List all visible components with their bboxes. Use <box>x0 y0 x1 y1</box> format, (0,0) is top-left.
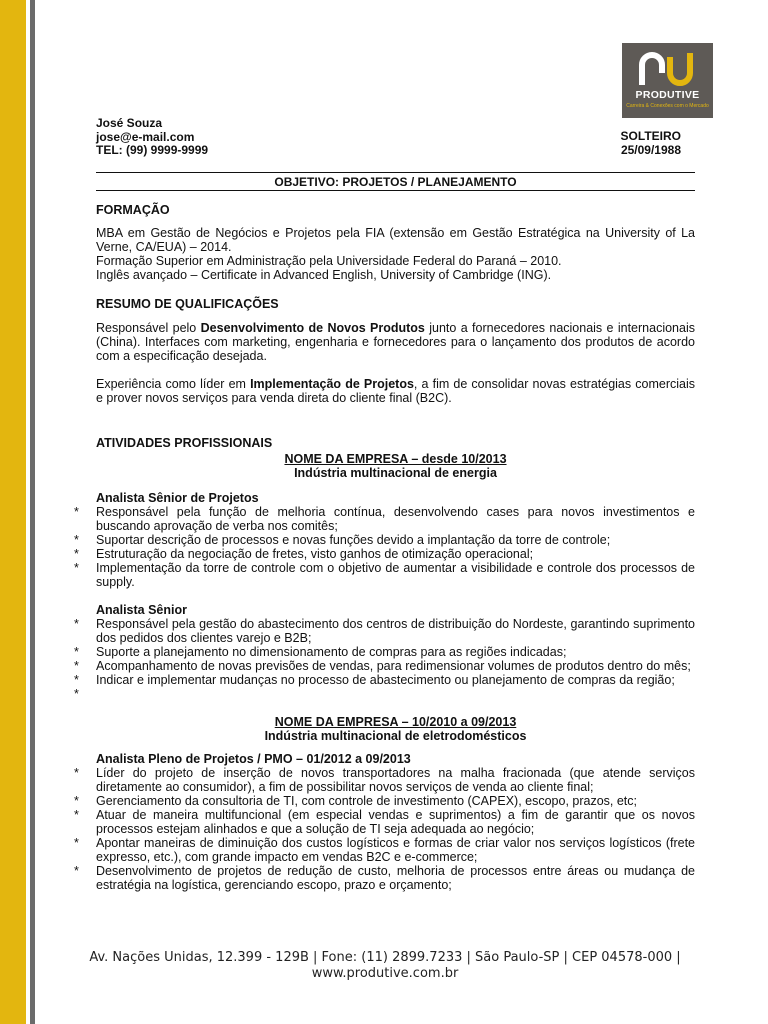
formacao-line: MBA em Gestão de Negócios e Projetos pela FIA (extensão em Gestão Estratégica na University of La Verne, CA/EUA) – 2014. <box>96 226 695 254</box>
role-duties <box>96 505 695 589</box>
logo-mark-icon <box>638 51 698 87</box>
list-item: * Acompanhamento de novas previsões de vendas, para redimensionar volumes de produtos dentro do mês; <box>96 659 695 673</box>
atividades-heading: ATIVIDADES PROFISSIONAIS <box>96 436 273 450</box>
role-title: Analista Sênior de Projetos <box>96 491 259 505</box>
person-name: José Souza <box>96 116 163 130</box>
atividades-section <box>96 436 695 892</box>
divider-bottom <box>96 190 695 191</box>
company-sector: Indústria multinacional de energia <box>294 466 497 480</box>
personal-block <box>621 130 681 157</box>
company-name: NOME DA EMPRESA – desde 10/2013 <box>284 452 507 466</box>
footer-address: Av. Nações Unidas, 12.399 - 129B | Fone: (11) 2899.7233 | São Paulo-SP | CEP 04578-000 | <box>89 950 681 965</box>
formacao-heading: FORMAÇÃO <box>96 203 170 217</box>
logo-name: PRODUTIVE <box>635 89 700 101</box>
formacao-line: Formação Superior em Administração pela Universidade Federal do Paraná – 2010. <box>96 254 562 268</box>
role-title: Analista Sênior <box>96 603 187 617</box>
phone-text: TEL: (99) 9999-9999 <box>96 143 209 157</box>
contact-block <box>96 117 208 158</box>
objective-title: OBJETIVO: PROJETOS / PLANEJAMENTO <box>274 175 517 189</box>
list-item: * Responsável pela função de melhoria contínua, desenvolvendo cases para novos investimentos e buscando aprovação de verba nos comitês; <box>96 505 695 533</box>
role-duties <box>96 766 695 892</box>
list-item: * Atuar de maneira multifuncional (em especial vendas e suprimentos) a fim de garantir que os novos processos estejam alinhados e que a solução de TI seja adequada ao negócio; <box>96 808 695 836</box>
list-item: * Responsável pela gestão do abastecimento dos centros de distribuição do Nordeste, garantindo suprimento dos pedidos dos clientes varejo e B2B; <box>96 617 695 645</box>
list-item: * Indicar e implementar mudanças no processo de abastecimento ou planejamento de compras da região; <box>96 673 695 687</box>
list-item: * Estruturação da negociação de fretes, visto ganhos de otimização operacional; <box>96 547 695 561</box>
list-item <box>96 687 695 701</box>
role-title: Analista Pleno de Projetos / PMO – 01/2012 a 09/2013 <box>96 752 411 766</box>
page-footer <box>60 950 710 982</box>
list-item: * Suportar descrição de processos e novas funções devido a implantação da torre de controle; <box>96 533 695 547</box>
resumo-paragraph: Experiência como líder em Implementação de Projetos, a fim de consolidar novas estratégias comerciais e prover novos serviços para venda direta do cliente final (B2C). <box>96 377 695 405</box>
list-item: * Suporte a planejamento no dimensionamento de compras para as regiões indicadas; <box>96 645 695 659</box>
logo-tagline: Carreira & Conexões com o Mercado <box>626 103 709 109</box>
produtive-logo <box>622 43 713 118</box>
left-accent-bar <box>0 0 26 1024</box>
divider-top <box>96 172 695 173</box>
list-item: * Gerenciamento da consultoria de TI, com controle de investimento (CAPEX), escopo, prazos, etc; <box>96 794 695 808</box>
formacao-line: Inglês avançado – Certificate in Advanced English, University of Cambridge (ING). <box>96 268 552 282</box>
birth-date: 25/09/1988 <box>620 142 681 157</box>
list-item: * Líder do projeto de inserção de novos transportadores na malha fracionada (que atende serviços diretamente ao consumidor), a fim de possibilitar novos serviços de venda ao cliente final; <box>96 766 695 794</box>
footer-website[interactable]: www.produtive.com.br <box>311 966 459 981</box>
role-duties <box>96 617 695 701</box>
company-name: NOME DA EMPRESA – 10/2010 a 09/2013 <box>274 715 517 729</box>
resumo-section <box>96 297 695 405</box>
email-text: jose@e-mail.com <box>96 129 195 144</box>
resumo-paragraph: Responsável pelo Desenvolvimento de Novos Produtos junto a fornecedores nacionais e internacionais (China). Interfaces com marketing, engenharia e fornecedores para o lançamento dos produtos de acordo com a especificação desejada. <box>96 321 695 363</box>
company-sector: Indústria multinacional de eletrodomésticos <box>264 729 527 743</box>
formacao-section <box>96 203 695 282</box>
list-item: * Implementação da torre de controle com o objetivo de aumentar a visibilidade e controle dos processos de supply. <box>96 561 695 589</box>
resumo-heading: RESUMO DE QUALIFICAÇÕES <box>96 297 279 311</box>
list-item: * Desenvolvimento de projetos de redução de custo, melhoria de processos entre áreas ou mudança de estratégia na logística, gerenciando escopo, prazo e orçamento; <box>96 864 695 892</box>
list-item: * Apontar maneiras de diminuição dos custos logísticos e formas de criar valor nos serviços logísticos (frete expresso, etc.), com grande impacto em vendas B2C e e-commerce; <box>96 836 695 864</box>
left-gray-bar <box>30 0 35 1024</box>
marital-status: SOLTEIRO <box>620 129 681 143</box>
